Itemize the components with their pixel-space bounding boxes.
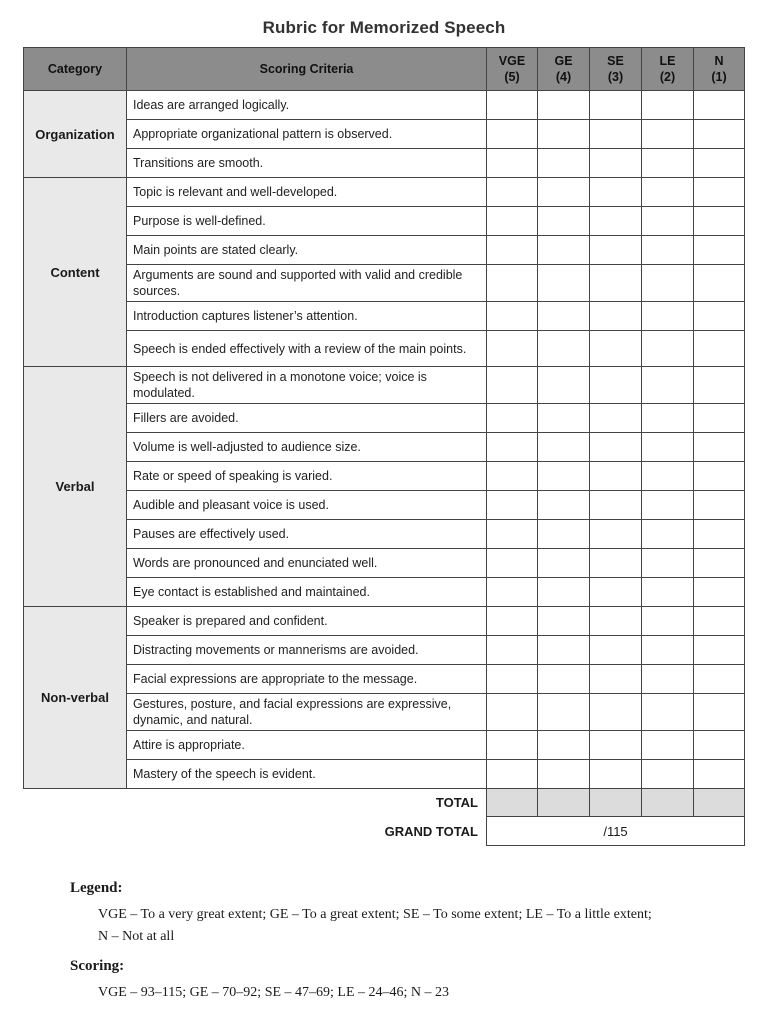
rating-header-ge: GE (4) (538, 48, 590, 91)
legend-heading: Legend: (70, 880, 123, 896)
score-cell-n[interactable] (694, 367, 745, 404)
score-cell-vge[interactable] (487, 404, 538, 433)
score-cell-n[interactable] (694, 91, 745, 120)
score-cell-n[interactable] (694, 236, 745, 265)
score-cell-ge[interactable] (538, 607, 590, 636)
score-cell-le[interactable] (642, 607, 694, 636)
total-cell-n[interactable] (694, 789, 745, 817)
score-cell-n[interactable] (694, 665, 745, 694)
score-cell-le[interactable] (642, 694, 694, 731)
score-cell-vge[interactable] (487, 207, 538, 236)
criterion-text: Arguments are sound and supported with valid and credible sources. (127, 265, 487, 302)
criterion-text: Gestures, posture, and facial expressions are expressive, dynamic, and natural. (127, 694, 487, 731)
score-cell-vge[interactable] (487, 694, 538, 731)
score-cell-se[interactable] (590, 607, 642, 636)
category-verbal: Verbal (24, 367, 127, 607)
score-cell-ge[interactable] (538, 491, 590, 520)
score-cell-se[interactable] (590, 760, 642, 789)
score-cell-le[interactable] (642, 367, 694, 404)
score-cell-le[interactable] (642, 236, 694, 265)
rubric-body (24, 91, 745, 789)
rating-header-vge: VGE (5) (487, 48, 538, 91)
score-cell-ge[interactable] (538, 236, 590, 265)
grand-total-value[interactable]: /115 (487, 817, 745, 846)
score-cell-se[interactable] (590, 731, 642, 760)
score-cell-ge[interactable] (538, 731, 590, 760)
legend-line-1: VGE – To a very great extent; GE – To a great extent; SE – To some extent; LE – To a little extent; (98, 907, 652, 922)
criterion-row (24, 404, 745, 433)
score-cell-ge[interactable] (538, 433, 590, 462)
score-cell-n[interactable] (694, 520, 745, 549)
score-cell-vge[interactable] (487, 491, 538, 520)
score-cell-n[interactable] (694, 636, 745, 665)
score-cell-le[interactable] (642, 265, 694, 302)
score-cell-vge[interactable] (487, 149, 538, 178)
score-cell-se[interactable] (590, 265, 642, 302)
score-cell-se[interactable] (590, 404, 642, 433)
score-cell-vge[interactable] (487, 91, 538, 120)
rating-header-se: SE (3) (590, 48, 642, 91)
score-cell-se[interactable] (590, 520, 642, 549)
criterion-row (24, 760, 745, 789)
total-spacer (24, 789, 127, 817)
total-cell-se[interactable] (590, 789, 642, 817)
score-cell-vge[interactable] (487, 636, 538, 665)
score-cell-le[interactable] (642, 404, 694, 433)
criterion-text: Distracting movements or mannerisms are avoided. (127, 636, 487, 665)
grand-total-label: GRAND TOTAL (384, 823, 478, 839)
score-cell-vge[interactable] (487, 760, 538, 789)
score-cell-le[interactable] (642, 120, 694, 149)
scoring-body (70, 982, 750, 1004)
criterion-row (24, 331, 745, 367)
criterion-row (24, 178, 745, 207)
legend-body (70, 904, 750, 948)
rubric-title: Rubric for Memorized Speech (262, 18, 506, 37)
score-cell-vge[interactable] (487, 178, 538, 207)
score-cell-se[interactable] (590, 207, 642, 236)
score-cell-vge[interactable] (487, 665, 538, 694)
score-cell-n[interactable] (694, 265, 745, 302)
score-cell-vge[interactable] (487, 731, 538, 760)
score-cell-vge[interactable] (487, 578, 538, 607)
score-cell-se[interactable] (590, 491, 642, 520)
score-cell-ge[interactable] (538, 91, 590, 120)
score-cell-ge[interactable] (538, 120, 590, 149)
score-cell-le[interactable] (642, 433, 694, 462)
score-cell-le[interactable] (642, 207, 694, 236)
grand-total-row (24, 817, 745, 846)
criterion-text: Pauses are effectively used. (127, 520, 487, 549)
total-label: TOTAL (435, 795, 478, 811)
score-cell-ge[interactable] (538, 549, 590, 578)
score-cell-n[interactable] (694, 331, 745, 367)
criterion-row (24, 607, 745, 636)
score-cell-se[interactable] (590, 462, 642, 491)
criterion-text: Fillers are avoided. (127, 404, 487, 433)
criterion-row (24, 91, 745, 120)
score-cell-n[interactable] (694, 578, 745, 607)
criterion-text: Speaker is prepared and confident. (127, 607, 487, 636)
criterion-text: Eye contact is established and maintained. (127, 578, 487, 607)
criterion-text: Rate or speed of speaking is varied. (127, 462, 487, 491)
score-cell-ge[interactable] (538, 694, 590, 731)
score-cell-le[interactable] (642, 665, 694, 694)
score-cell-n[interactable] (694, 120, 745, 149)
score-cell-ge[interactable] (538, 302, 590, 331)
score-cell-vge[interactable] (487, 462, 538, 491)
criterion-row (24, 665, 745, 694)
rating-header-le: LE (2) (642, 48, 694, 91)
criterion-row (24, 491, 745, 520)
score-cell-ge[interactable] (538, 207, 590, 236)
scoring-text: VGE – 93–115; GE – 70–92; SE – 47–69; LE – 24–46; N – 23 (98, 985, 450, 1000)
score-cell-se[interactable] (590, 120, 642, 149)
criterion-row (24, 433, 745, 462)
score-cell-ge[interactable] (538, 331, 590, 367)
criterion-row (24, 120, 745, 149)
score-cell-n[interactable] (694, 433, 745, 462)
score-cell-le[interactable] (642, 331, 694, 367)
criterion-row (24, 636, 745, 665)
score-cell-ge[interactable] (538, 404, 590, 433)
score-cell-n[interactable] (694, 607, 745, 636)
score-cell-se[interactable] (590, 178, 642, 207)
score-cell-se[interactable] (590, 149, 642, 178)
score-cell-ge[interactable] (538, 665, 590, 694)
criterion-text: Speech is ended effectively with a review of the main points. (127, 331, 487, 367)
criterion-row (24, 265, 745, 302)
score-cell-n[interactable] (694, 149, 745, 178)
score-cell-n[interactable] (694, 207, 745, 236)
criterion-text: Introduction captures listener’s attention. (127, 302, 487, 331)
score-cell-vge[interactable] (487, 302, 538, 331)
score-cell-vge[interactable] (487, 265, 538, 302)
score-cell-ge[interactable] (538, 520, 590, 549)
criterion-text: Main points are stated clearly. (127, 236, 487, 265)
criterion-text: Appropriate organizational pattern is observed. (127, 120, 487, 149)
score-cell-vge[interactable] (487, 331, 538, 367)
rating-header-n: N (1) (694, 48, 745, 91)
score-cell-se[interactable] (590, 302, 642, 331)
score-cell-le[interactable] (642, 636, 694, 665)
category-non-verbal: Non-verbal (24, 607, 127, 789)
score-cell-vge[interactable] (487, 120, 538, 149)
criterion-text: Facial expressions are appropriate to the message. (127, 665, 487, 694)
criterion-row (24, 731, 745, 760)
category-content: Content (24, 178, 127, 367)
criterion-row (24, 236, 745, 265)
criterion-text: Mastery of the speech is evident. (127, 760, 487, 789)
criterion-text: Purpose is well-defined. (127, 207, 487, 236)
criterion-text: Topic is relevant and well-developed. (127, 178, 487, 207)
score-cell-se[interactable] (590, 91, 642, 120)
score-cell-le[interactable] (642, 302, 694, 331)
category-organization: Organization (24, 91, 127, 178)
criterion-row (24, 207, 745, 236)
score-cell-ge[interactable] (538, 636, 590, 665)
criterion-row (24, 549, 745, 578)
score-cell-vge[interactable] (487, 520, 538, 549)
criterion-text: Transitions are smooth. (127, 149, 487, 178)
total-cell-ge[interactable] (538, 789, 590, 817)
score-cell-ge[interactable] (538, 149, 590, 178)
score-cell-vge[interactable] (487, 367, 538, 404)
score-cell-n[interactable] (694, 404, 745, 433)
criterion-row (24, 578, 745, 607)
total-row (24, 789, 745, 817)
criterion-text: Words are pronounced and enunciated well. (127, 549, 487, 578)
score-cell-n[interactable] (694, 462, 745, 491)
criterion-text: Volume is well-adjusted to audience size. (127, 433, 487, 462)
score-cell-se[interactable] (590, 367, 642, 404)
criterion-row (24, 462, 745, 491)
score-cell-le[interactable] (642, 91, 694, 120)
criterion-text: Audible and pleasant voice is used. (127, 491, 487, 520)
criterion-text: Speech is not delivered in a monotone voice; voice is modulated. (127, 367, 487, 404)
category-header: Category (24, 48, 127, 91)
score-cell-le[interactable] (642, 549, 694, 578)
criterion-row (24, 520, 745, 549)
score-cell-le[interactable] (642, 491, 694, 520)
score-cell-se[interactable] (590, 549, 642, 578)
score-cell-n[interactable] (694, 549, 745, 578)
score-cell-vge[interactable] (487, 549, 538, 578)
score-cell-ge[interactable] (538, 462, 590, 491)
criterion-text: Ideas are arranged logically. (127, 91, 487, 120)
criterion-row (24, 694, 745, 731)
total-cell-le[interactable] (642, 789, 694, 817)
score-cell-se[interactable] (590, 636, 642, 665)
score-cell-ge[interactable] (538, 265, 590, 302)
grand-total-spacer (24, 817, 127, 846)
score-cell-se[interactable] (590, 694, 642, 731)
score-cell-vge[interactable] (487, 433, 538, 462)
score-cell-ge[interactable] (538, 760, 590, 789)
legend-line-2: N – Not at all (98, 929, 175, 944)
score-cell-n[interactable] (694, 178, 745, 207)
criterion-row (24, 367, 745, 404)
score-cell-le[interactable] (642, 578, 694, 607)
score-cell-vge[interactable] (487, 236, 538, 265)
score-cell-ge[interactable] (538, 578, 590, 607)
criterion-text: Attire is appropriate. (127, 731, 487, 760)
criterion-row (24, 302, 745, 331)
score-cell-le[interactable] (642, 149, 694, 178)
score-cell-n[interactable] (694, 731, 745, 760)
score-cell-n[interactable] (694, 760, 745, 789)
score-cell-se[interactable] (590, 236, 642, 265)
score-cell-se[interactable] (590, 433, 642, 462)
score-cell-ge[interactable] (538, 178, 590, 207)
total-cell-vge[interactable] (487, 789, 538, 817)
header-row (24, 48, 745, 91)
score-cell-le[interactable] (642, 731, 694, 760)
score-cell-n[interactable] (694, 491, 745, 520)
score-cell-le[interactable] (642, 760, 694, 789)
score-cell-vge[interactable] (487, 607, 538, 636)
score-cell-n[interactable] (694, 694, 745, 731)
criterion-row (24, 149, 745, 178)
score-cell-se[interactable] (590, 331, 642, 367)
criteria-header: Scoring Criteria (127, 48, 487, 91)
score-cell-se[interactable] (590, 578, 642, 607)
scoring-heading: Scoring: (70, 958, 125, 974)
score-cell-le[interactable] (642, 178, 694, 207)
score-cell-le[interactable] (642, 520, 694, 549)
score-cell-n[interactable] (694, 302, 745, 331)
score-cell-le[interactable] (642, 462, 694, 491)
rubric-table (23, 47, 745, 846)
score-cell-se[interactable] (590, 665, 642, 694)
score-cell-ge[interactable] (538, 367, 590, 404)
